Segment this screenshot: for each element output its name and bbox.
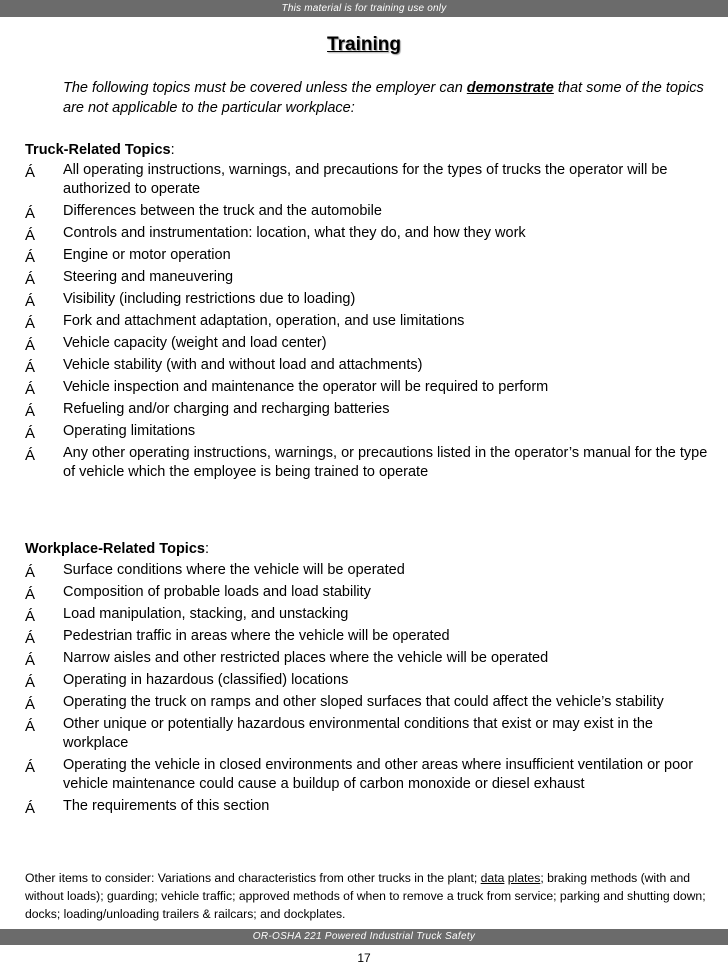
bullet-icon: Á — [25, 381, 36, 398]
bullet-icon: Á — [25, 652, 36, 669]
truck-topics-heading — [25, 140, 175, 160]
page-number: 17 — [357, 951, 371, 965]
other-items-paragraph — [25, 869, 715, 923]
list-item-text: Controls and instrumentation: location, what they do, and how they work — [63, 225, 526, 241]
list-item-text: Differences between the truck and the automobile — [63, 203, 382, 219]
bullet-icon: Á — [25, 800, 36, 817]
list-item-text: Steering and maneuvering — [63, 269, 234, 285]
bullet-icon: Á — [25, 164, 36, 181]
bullet-icon: Á — [25, 271, 36, 288]
data-link-text: data — [480, 871, 505, 885]
bullet-icon: Á — [25, 293, 36, 310]
bullet-icon: Á — [25, 337, 36, 354]
plates-link-text: plates — [507, 871, 541, 885]
list-item-text: Composition of probable loads and load stability — [63, 584, 371, 600]
workplace-topics-heading-colon: : — [204, 541, 209, 557]
list-item-text: Vehicle capacity (weight and load center) — [63, 335, 327, 351]
intro-text-after: that some of the topics are not applicable to the particular workplace: — [63, 80, 704, 116]
list-item-text: Vehicle inspection and maintenance the operator will be required to perform — [63, 379, 549, 395]
list-item — [25, 334, 715, 353]
footer-banner: OR-OSHA 221 Powered Industrial Truck Safety — [0, 929, 728, 945]
bullet-icon: Á — [25, 759, 36, 776]
list-item-text: Engine or motor operation — [63, 247, 231, 263]
truck-topics-heading-text: Truck-Related Topics — [25, 142, 171, 158]
list-item — [25, 756, 715, 794]
list-item — [25, 605, 715, 624]
bullet-icon: Á — [25, 249, 36, 266]
workplace-topics-heading — [25, 539, 209, 559]
list-item-text: Other unique or potentially hazardous environmental conditions that exist or may exist in the workplace — [63, 716, 653, 751]
list-item — [25, 400, 715, 419]
list-item — [25, 715, 715, 753]
bullet-icon: Á — [25, 359, 36, 376]
intro-emphasis: demonstrate — [466, 80, 554, 96]
list-item — [25, 627, 715, 646]
list-item-text: Load manipulation, stacking, and unstacking — [63, 606, 349, 622]
list-item — [25, 797, 715, 816]
list-item-text: Operating the vehicle in closed environments and other areas where insufficient ventilation or poor vehicle maintenance could cause a buildup of carbon monoxide or diesel exhaust — [63, 757, 694, 792]
intro-paragraph — [63, 78, 713, 118]
bullet-icon: Á — [25, 447, 36, 464]
other-items-text-2: ; braking methods (with and without loads); guarding; vehicle traffic; approved methods of when to remove a truck from service; parking and shutting down; docks; loading/unloading trailers & railcars; and dockplates. — [25, 871, 706, 921]
page-title: Training — [327, 34, 401, 55]
workplace-topics-list — [25, 561, 715, 819]
list-item — [25, 649, 715, 668]
list-item-text: Fork and attachment adaptation, operation, and use limitations — [63, 313, 465, 329]
bullet-icon: Á — [25, 425, 36, 442]
bullet-icon: Á — [25, 718, 36, 735]
list-item — [25, 356, 715, 375]
list-item — [25, 583, 715, 602]
list-item-text: Operating in hazardous (classified) locations — [63, 672, 349, 688]
list-item-text: All operating instructions, warnings, and precautions for the types of trucks the operator will be authorized to operate — [63, 162, 668, 197]
list-item-text: Any other operating instructions, warnings, or precautions listed in the operator’s manual for the type of vehicle which the employee is being trained to operate — [63, 445, 708, 480]
bullet-icon: Á — [25, 674, 36, 691]
list-item — [25, 671, 715, 690]
other-items-text-1: Other items to consider: Variations and characteristics from other trucks in the plant; — [25, 871, 481, 885]
list-item — [25, 161, 715, 199]
list-item-text: Narrow aisles and other restricted places where the vehicle will be operated — [63, 650, 549, 666]
bullet-icon: Á — [25, 315, 36, 332]
list-item — [25, 312, 715, 331]
list-item — [25, 378, 715, 397]
list-item — [25, 290, 715, 309]
list-item-text: The requirements of this section — [63, 798, 270, 814]
list-item — [25, 202, 715, 221]
workplace-topics-heading-text: Workplace-Related Topics — [25, 541, 205, 557]
list-item-text: Refueling and/or charging and recharging batteries — [63, 401, 390, 417]
truck-topics-heading-colon: : — [170, 142, 175, 158]
list-item — [25, 224, 715, 243]
list-item — [25, 268, 715, 287]
bullet-icon: Á — [25, 586, 36, 603]
list-item-text: Visibility (including restrictions due to loading) — [63, 291, 356, 307]
bullet-icon: Á — [25, 205, 36, 222]
top-banner: This material is for training use only — [0, 0, 728, 17]
list-item — [25, 444, 715, 482]
bullet-icon: Á — [25, 227, 36, 244]
list-item-text: Surface conditions where the vehicle will be operated — [63, 562, 405, 578]
intro-text-before: The following topics must be covered unless the employer can — [63, 80, 467, 96]
bullet-icon: Á — [25, 630, 36, 647]
bullet-icon: Á — [25, 564, 36, 581]
list-item-text: Operating limitations — [63, 423, 196, 439]
list-item-text: Pedestrian traffic in areas where the vehicle will be operated — [63, 628, 450, 644]
list-item-text: Vehicle stability (with and without load and attachments) — [63, 357, 423, 373]
list-item — [25, 561, 715, 580]
list-item-text: Operating the truck on ramps and other sloped surfaces that could affect the vehicle’s stability — [63, 694, 664, 710]
bullet-icon: Á — [25, 608, 36, 625]
truck-topics-list — [25, 161, 715, 485]
list-item — [25, 246, 715, 265]
list-item — [25, 422, 715, 441]
bullet-icon: Á — [25, 696, 36, 713]
list-item — [25, 693, 715, 712]
bullet-icon: Á — [25, 403, 36, 420]
